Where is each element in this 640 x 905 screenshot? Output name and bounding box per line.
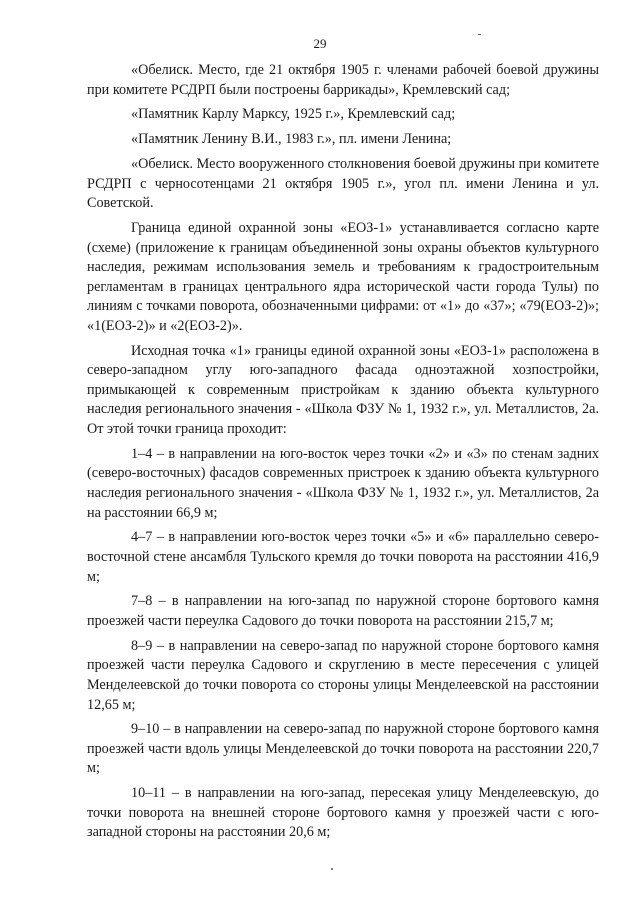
- paragraph: 7–8 – в направлении на юго-запад по наружной стороне бортового камня проезжей части переулка Садового до точки поворота на расстоянии 215,7 м;: [87, 593, 599, 629]
- paragraph: 10–11 – в направлении на юго-запад, пересекая улицу Менделеевскую, до точки поворота на внешней стороне бортового камня у проезжей части с юго-западной стороны на расстоянии 20,6 м;: [87, 785, 599, 841]
- paragraph: 1–4 – в направлении на юго-восток через точки «2» и «3» по стенам задних (северо-восточных) фасадов современных пристроек к зданию объекта культурного наследия регионального значения - «Школа ФЗУ № 1, 1932 г.», ул. Металлистов, 2а на расстоянии 66,9 м;: [87, 445, 599, 521]
- paragraph: 8–9 – в направлении на северо-запад по наружной стороне бортового камня проезжей части переулка Садового и скруглению в месте пересечения с улицей Менделеевской до точки поворота со стороны улицы Менделеевской на расстоянии 12,65 м;: [87, 637, 599, 713]
- paragraph: 9–10 – в направлении на северо-запад по наружной стороне бортового камня проезжей части вдоль улицы Менделеевской до точки поворота на расстоянии 220,7 м;: [87, 721, 599, 777]
- scan-speck: [331, 868, 333, 870]
- paragraph: «Памятник Карлу Марксу, 1925 г.», Кремлевский сад;: [131, 106, 456, 123]
- paragraph: 4–7 – в направлении юго-восток через точки «5» и «6» параллельно северо-восточной стене ансамбля Тульского кремля до точки поворота на расстоянии 416,9 м;: [87, 529, 599, 585]
- document-body: [87, 61, 599, 848]
- page-number: 29: [313, 36, 327, 51]
- paragraph: «Памятник Ленину В.И., 1983 г.», пл. имени Ленина;: [131, 131, 452, 148]
- paragraph: «Обелиск. Место, где 21 октября 1905 г. членами рабочей боевой дружины при комитете РСДРП были построены баррикады», Кремлевский сад;: [87, 62, 599, 98]
- paragraph: Граница единой охранной зоны «ЕОЗ-1» устанавливается согласно карте (схеме) (приложение к границам объединенной зоны охраны объектов культурного наследия, режимам использования земель и требованиям к градостроительным регламентам в границах центрального ядра исторической части города Тулы) по линиям с точками поворота, обозначенными цифрами: от «1» до «37»; «79(ЕОЗ-2)»; «1(ЕОЗ-2)» и «2(ЕОЗ-2)».: [87, 219, 599, 334]
- scan-speck: [478, 34, 481, 35]
- paragraph: «Обелиск. Место вооруженного столкновения боевой дружины при комитете РСДРП с черносотенцами 21 октября 1905 г.», угол пл. имени Ленина и ул. Советской.: [87, 155, 599, 212]
- paragraph: Исходная точка «1» границы единой охранной зоны «ЕОЗ-1» расположена в северо-западном углу юго-западного фасада одноэтажной хозпостройки, примыкающей к современным пристройкам к зданию объекта культурного наследия регионального значения - «Школа ФЗУ № 1, 1932 г.», ул. Металлистов, 2а. От этой точки граница проходит:: [87, 342, 599, 438]
